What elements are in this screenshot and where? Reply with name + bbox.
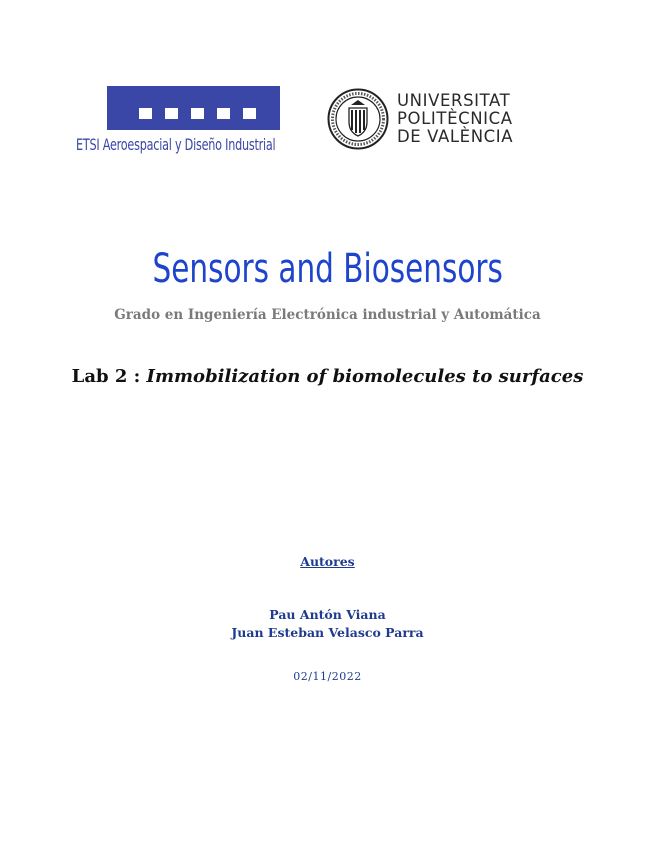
upv-line-1: UNIVERSITAT	[397, 91, 511, 110]
lab-topic: Immobilization of biomolecules to surfaces	[146, 366, 584, 387]
etsi-logo	[76, 86, 312, 162]
document-title	[0, 246, 655, 292]
lab-title	[0, 366, 655, 387]
author-name: Juan Esteban Velasco Parra	[231, 625, 424, 640]
document-title-text: Sensors and Biosensors	[152, 246, 503, 292]
lab-prefix: Lab 2 :	[71, 366, 147, 387]
upv-logo	[327, 88, 527, 150]
upv-line-2: POLITÈCNICA	[397, 109, 513, 128]
author-name: Pau Antón Viana	[269, 607, 386, 622]
etsi-logo-text: ETSI Aeroespacial y Diseño Industrial	[76, 135, 276, 154]
upv-logo-text	[397, 92, 513, 146]
authors-heading: Autores	[300, 554, 355, 569]
etsi-building-icon	[107, 86, 357, 130]
university-seal-icon	[327, 88, 389, 150]
degree-subtitle: Grado en Ingeniería Electrónica industrial y Automática	[114, 307, 541, 323]
document-date: 02/11/2022	[293, 670, 362, 683]
upv-line-3: DE VALÈNCIA	[397, 127, 514, 146]
